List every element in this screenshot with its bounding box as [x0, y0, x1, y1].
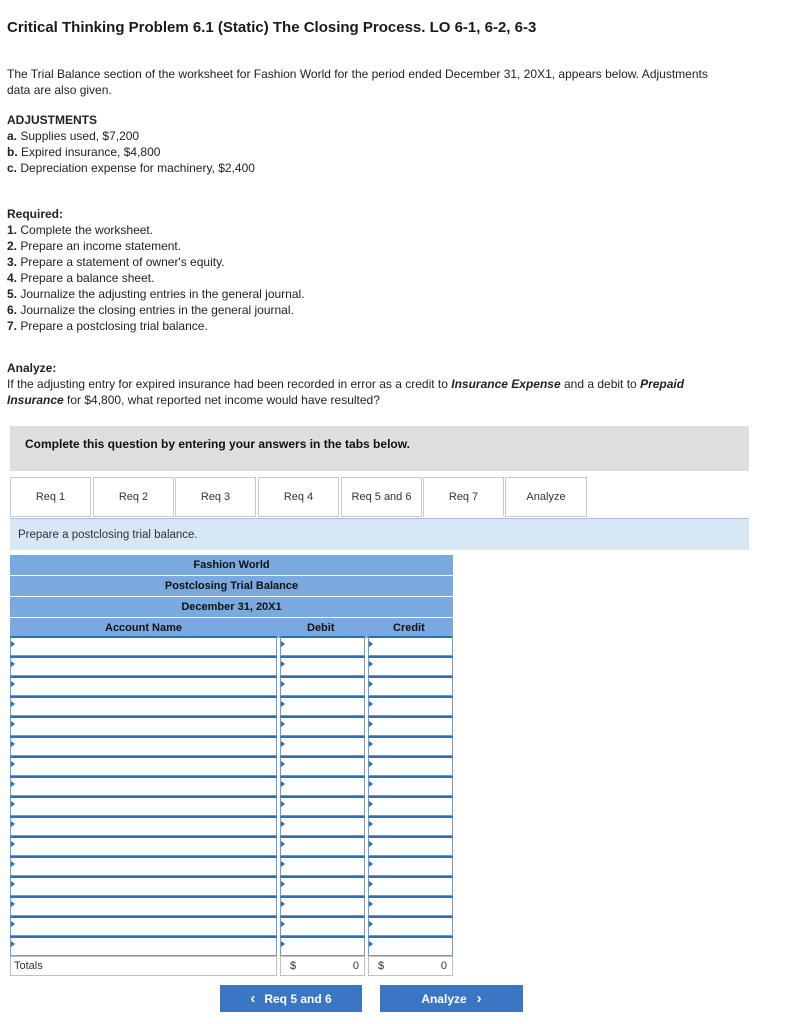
account-name-cell: [10, 756, 277, 776]
debit-total-cell: [280, 956, 365, 976]
dropdown-marker-icon: [11, 901, 15, 907]
dropdown-marker-icon: [281, 841, 285, 847]
dropdown-marker-icon: [11, 641, 15, 647]
required-item: 5. Journalize the adjusting entries in the general journal.: [7, 287, 305, 301]
instruction-text: Prepare a postclosing trial balance.: [18, 529, 198, 541]
panel-text: Complete this question by entering your answers in the tabs below.: [25, 437, 410, 451]
credit-input[interactable]: [369, 840, 452, 857]
dropdown-marker-icon: [11, 881, 15, 887]
chevron-left-icon: ‹: [250, 990, 256, 1007]
credit-input[interactable]: [369, 760, 452, 777]
dropdown-marker-icon: [281, 941, 285, 947]
credit-cell: [368, 856, 453, 876]
credit-cell: [368, 656, 453, 676]
account-name-cell: [10, 736, 277, 756]
account-name-cell: [10, 636, 277, 656]
dropdown-marker-icon: [11, 781, 15, 787]
credit-input[interactable]: [369, 780, 452, 797]
dropdown-marker-icon: [281, 801, 285, 807]
dropdown-marker-icon: [281, 741, 285, 747]
credit-currency: $: [378, 960, 385, 972]
debit-header: Debit: [307, 622, 335, 634]
required-item: 4. Prepare a balance sheet.: [7, 271, 155, 285]
credit-cell: [368, 696, 453, 716]
debit-input[interactable]: [281, 720, 364, 737]
dropdown-marker-icon: [11, 921, 15, 927]
dropdown-marker-icon: [281, 821, 285, 827]
account-name-cell: [10, 836, 277, 856]
tab-req-7[interactable]: Req 7: [423, 477, 504, 517]
debit-cell: [280, 736, 365, 756]
required-item: 7. Prepare a postclosing trial balance.: [7, 319, 208, 333]
dropdown-marker-icon: [369, 661, 373, 667]
dropdown-marker-icon: [281, 921, 285, 927]
credit-cell: [368, 916, 453, 936]
credit-cell: [368, 836, 453, 856]
credit-input[interactable]: [369, 680, 452, 697]
credit-cell: [368, 636, 453, 656]
dropdown-marker-icon: [369, 901, 373, 907]
dropdown-marker-icon: [369, 921, 373, 927]
credit-input[interactable]: [369, 740, 452, 757]
dropdown-marker-icon: [11, 941, 15, 947]
dropdown-marker-icon: [281, 721, 285, 727]
debit-input[interactable]: [281, 920, 364, 937]
analyze-section: [7, 360, 807, 408]
table-row: [10, 756, 453, 776]
debit-input[interactable]: [281, 640, 364, 657]
debit-cell: [280, 836, 365, 856]
table-row: [10, 676, 453, 696]
account-name-cell: [10, 936, 277, 956]
credit-input[interactable]: [369, 800, 452, 817]
dropdown-marker-icon: [369, 721, 373, 727]
prev-button[interactable]: [220, 985, 362, 1012]
intro-line-2: data are also given.: [7, 83, 112, 97]
credit-input[interactable]: [369, 660, 452, 677]
credit-cell: [368, 756, 453, 776]
credit-input[interactable]: [369, 860, 452, 877]
next-button[interactable]: [380, 985, 523, 1012]
dropdown-marker-icon: [11, 821, 15, 827]
debit-cell: [280, 716, 365, 736]
debit-input[interactable]: [281, 700, 364, 717]
table-row: [10, 796, 453, 816]
table-row: [10, 916, 453, 936]
dropdown-marker-icon: [281, 701, 285, 707]
debit-input[interactable]: [281, 880, 364, 897]
dropdown-marker-icon: [281, 641, 285, 647]
dropdown-marker-icon: [369, 841, 373, 847]
table-row: [10, 776, 453, 796]
required-item: 6. Journalize the closing entries in the general journal.: [7, 303, 294, 317]
account-name-input[interactable]: [11, 760, 276, 777]
required-heading: Required:: [7, 207, 64, 221]
table-row: [10, 816, 453, 836]
dropdown-marker-icon: [369, 701, 373, 707]
adjustment-item: b. Expired insurance, $4,800: [7, 145, 161, 159]
dropdown-marker-icon: [281, 761, 285, 767]
analyze-text-line-2: Insurance for $4,800, what reported net income would have resulted?: [7, 393, 380, 407]
column-header-row: [10, 618, 453, 638]
account-name-input[interactable]: [11, 660, 276, 677]
debit-cell: [280, 816, 365, 836]
credit-cell: [368, 896, 453, 916]
account-name-input[interactable]: [11, 880, 276, 897]
dropdown-marker-icon: [11, 801, 15, 807]
dropdown-marker-icon: [281, 901, 285, 907]
debit-cell: [280, 916, 365, 936]
account-name-header: Account Name: [105, 622, 183, 634]
debit-total: 0: [352, 960, 359, 972]
account-name-input[interactable]: [11, 640, 276, 657]
account-name-cell: [10, 676, 277, 696]
credit-cell: [368, 796, 453, 816]
credit-header: Credit: [393, 622, 425, 634]
tab-req-3[interactable]: Req 3: [175, 477, 256, 517]
table-row: [10, 636, 453, 656]
dropdown-marker-icon: [369, 941, 373, 947]
debit-input[interactable]: [281, 660, 364, 677]
debit-cell: [280, 636, 365, 656]
dropdown-marker-icon: [11, 741, 15, 747]
analyze-text-line-1: If the adjusting entry for expired insurance had been recorded in error as a credit to Insurance Expense and a debit to Prepaid: [7, 377, 685, 391]
account-name-cell: [10, 696, 277, 716]
debit-cell: [280, 756, 365, 776]
dropdown-marker-icon: [369, 781, 373, 787]
table-row: [10, 696, 453, 716]
account-name-input[interactable]: [11, 800, 276, 817]
credit-input[interactable]: [369, 820, 452, 837]
instruction-bar: [10, 519, 749, 550]
tab-req-1[interactable]: Req 1: [10, 477, 91, 517]
table-row: [10, 836, 453, 856]
debit-input[interactable]: [281, 780, 364, 797]
debit-input[interactable]: [281, 840, 364, 857]
credit-input[interactable]: [369, 900, 452, 917]
credit-cell: [368, 776, 453, 796]
table-row: [10, 896, 453, 916]
table-row: [10, 656, 453, 676]
dropdown-marker-icon: [281, 661, 285, 667]
account-name-cell: [10, 856, 277, 876]
debit-cell: [280, 856, 365, 876]
credit-input[interactable]: [369, 720, 452, 737]
credit-input[interactable]: [369, 640, 452, 657]
account-name-input[interactable]: [11, 740, 276, 757]
adjustments-section: [7, 112, 255, 176]
account-name-cell: [10, 716, 277, 736]
credit-cell: [368, 716, 453, 736]
account-name-input[interactable]: [11, 720, 276, 737]
debit-currency: $: [290, 960, 297, 972]
credit-total: 0: [440, 960, 447, 972]
account-name-input[interactable]: [11, 920, 276, 937]
debit-input[interactable]: [281, 820, 364, 837]
chevron-right-icon: ›: [476, 990, 482, 1007]
statement-name: Postclosing Trial Balance: [10, 576, 453, 597]
debit-input[interactable]: [281, 800, 364, 817]
dropdown-marker-icon: [369, 641, 373, 647]
account-name-input[interactable]: [11, 840, 276, 857]
dropdown-marker-icon: [369, 881, 373, 887]
credit-input[interactable]: [369, 920, 452, 937]
table-row: [10, 876, 453, 896]
dropdown-marker-icon: [369, 681, 373, 687]
dropdown-marker-icon: [369, 861, 373, 867]
problem-intro: [7, 66, 807, 98]
account-name-input[interactable]: [11, 680, 276, 697]
dropdown-marker-icon: [369, 741, 373, 747]
dropdown-marker-icon: [11, 701, 15, 707]
account-name-input[interactable]: [11, 860, 276, 877]
statement-date: December 31, 20X1: [10, 597, 453, 618]
totals-label-cell: [10, 956, 277, 976]
account-name-cell: [10, 876, 277, 896]
tab-req-2[interactable]: Req 2: [93, 477, 174, 517]
debit-input[interactable]: [281, 740, 364, 757]
account-name-input[interactable]: [11, 940, 276, 957]
debit-cell: [280, 776, 365, 796]
table-row: [10, 736, 453, 756]
dropdown-marker-icon: [369, 761, 373, 767]
tab-req-4[interactable]: Req 4: [258, 477, 339, 517]
required-item: 1. Complete the worksheet.: [7, 223, 154, 237]
account-name-cell: [10, 776, 277, 796]
required-item: 3. Prepare a statement of owner's equity.: [7, 255, 225, 269]
required-item: 2. Prepare an income statement.: [7, 239, 182, 253]
debit-input[interactable]: [281, 680, 364, 697]
adjustment-item: a. Supplies used, $7,200: [7, 129, 140, 143]
dropdown-marker-icon: [369, 801, 373, 807]
dropdown-marker-icon: [11, 661, 15, 667]
credit-cell: [368, 876, 453, 896]
debit-cell: [280, 796, 365, 816]
dropdown-marker-icon: [281, 881, 285, 887]
problem-title: Critical Thinking Problem 6.1 (Static) The Closing Process. LO 6-1, 6-2, 6-3: [7, 19, 537, 36]
debit-input[interactable]: [281, 940, 364, 957]
analyze-heading: Analyze:: [7, 361, 57, 375]
account-name-input[interactable]: [11, 700, 276, 717]
debit-input[interactable]: [281, 900, 364, 917]
dropdown-marker-icon: [281, 781, 285, 787]
account-name-cell: [10, 796, 277, 816]
debit-cell: [280, 656, 365, 676]
debit-cell: [280, 896, 365, 916]
dropdown-marker-icon: [281, 681, 285, 687]
tab-req-5-and-6[interactable]: Req 5 and 6: [341, 477, 422, 517]
credit-cell: [368, 816, 453, 836]
account-name-input[interactable]: [11, 900, 276, 917]
required-section: [7, 206, 305, 334]
debit-input[interactable]: [281, 760, 364, 777]
credit-input[interactable]: [369, 940, 452, 957]
company-name: Fashion World: [10, 555, 453, 576]
next-button-label: Analyze: [421, 991, 467, 1006]
account-name-input[interactable]: [11, 780, 276, 797]
debit-cell: [280, 876, 365, 896]
account-name-cell: [10, 656, 277, 676]
question-panel: [10, 426, 749, 471]
credit-cell: [368, 736, 453, 756]
account-name-cell: [10, 896, 277, 916]
totals-label: Totals: [14, 960, 43, 972]
credit-input[interactable]: [369, 880, 452, 897]
debit-cell: [280, 676, 365, 696]
debit-cell: [280, 696, 365, 716]
adjustment-item: c. Depreciation expense for machinery, $2,400: [7, 161, 255, 175]
prev-button-label: Req 5 and 6: [264, 991, 332, 1006]
dropdown-marker-icon: [11, 861, 15, 867]
trial-balance-header: [10, 555, 453, 638]
credit-cell: [368, 676, 453, 696]
trial-balance-rows: [10, 636, 453, 956]
table-row: [10, 716, 453, 736]
dropdown-marker-icon: [281, 861, 285, 867]
tab-analyze[interactable]: Analyze: [505, 477, 587, 517]
table-row: [10, 936, 453, 956]
account-name-cell: [10, 816, 277, 836]
adjustments-heading: ADJUSTMENTS: [7, 113, 98, 127]
intro-line-1: The Trial Balance section of the worksheet for Fashion World for the period ended December 31, 20X1, appears below. Adjustments: [7, 67, 708, 81]
account-name-cell: [10, 916, 277, 936]
dropdown-marker-icon: [11, 721, 15, 727]
dropdown-marker-icon: [369, 821, 373, 827]
dropdown-marker-icon: [11, 681, 15, 687]
dropdown-marker-icon: [11, 841, 15, 847]
totals-row: [10, 956, 453, 976]
debit-cell: [280, 936, 365, 956]
account-name-input[interactable]: [11, 820, 276, 837]
debit-input[interactable]: [281, 860, 364, 877]
credit-input[interactable]: [369, 700, 452, 717]
credit-total-cell: [368, 956, 453, 976]
dropdown-marker-icon: [11, 761, 15, 767]
credit-cell: [368, 936, 453, 956]
table-row: [10, 856, 453, 876]
